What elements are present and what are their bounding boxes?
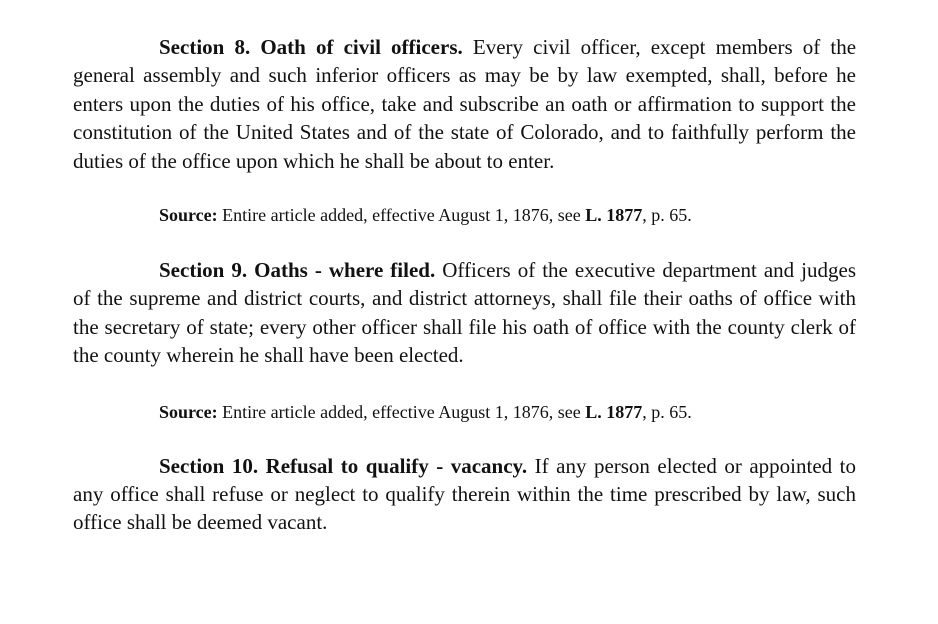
document-page [73,33,856,537]
source-citation: L. 1877 [585,401,643,422]
section-9-source [73,401,856,423]
source-text: Entire article added, effective August 1, 1876, see [222,205,581,226]
section-8 [73,33,856,175]
source-text: Entire article added, effective August 1, 1876, see [222,401,581,422]
section-10-body: If any person elected or appointed to any office shall refuse or neglect to qualify therein within the time prescribed by law, such office shall be deemed vacant. [73,453,856,535]
section-10-heading: Section 10. Refusal to qualify - vacancy. [159,453,528,478]
source-label: Source: [159,401,218,422]
source-citation: L. 1877 [585,205,643,226]
section-9-body: Officers of the executive department and judges of the supreme and district courts, and district attorneys, shall file their oaths of office with the secretary of state; every other officer shall file his oath of office with the county clerk of the county wherein he shall have been elected. [73,258,857,368]
source-label: Source: [159,205,218,226]
section-9-heading: Section 9. Oaths - where filed. [159,258,436,283]
section-8-source [73,204,856,226]
section-8-body: Every civil officer, except members of the general assembly and such inferior officers as may be by law exempted, shall, before he enters upon the duties of his office, take and subscribe an oath or affirmation to support the constitution of the United States and of the state of Colorado, and to faithfully perform the duties of the office upon which he shall be about to enter. [73,35,857,173]
section-9 [73,256,856,370]
source-page: , p. 65. [642,401,692,422]
source-page: , p. 65. [642,205,692,226]
section-10 [73,452,856,537]
section-8-heading: Section 8. Oath of civil officers. [159,35,463,59]
